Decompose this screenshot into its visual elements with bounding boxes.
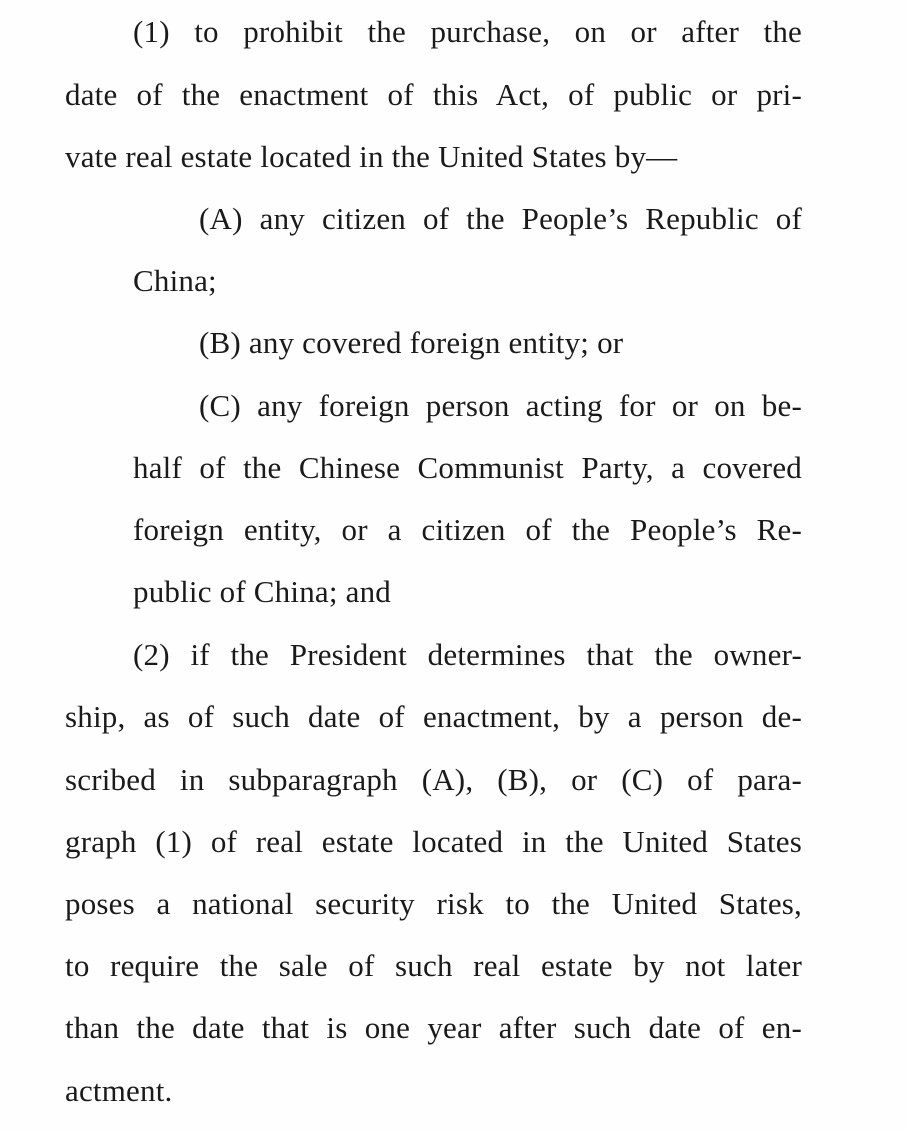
paragraph-1-line-2: date of the enactment of this Act, of public or pri- bbox=[65, 77, 802, 112]
paragraph-2-line-3: scribed in subparagraph (A), (B), or (C) of para- bbox=[65, 762, 802, 797]
subparagraph-c-line-2: half of the Chinese Communist Party, a covered bbox=[133, 450, 802, 485]
subparagraph-c-line-4: public of China; and bbox=[133, 574, 391, 609]
subparagraph-c-line-3: foreign entity, or a citizen of the People’s Re- bbox=[133, 512, 802, 547]
subparagraph-a-line-1: (A) any citizen of the People’s Republic of bbox=[199, 201, 802, 236]
subparagraph-b-line-1: (B) any covered foreign entity; or bbox=[199, 325, 624, 360]
paragraph-2-line-8: actment. bbox=[65, 1073, 173, 1108]
paragraph-2-line-2: ship, as of such date of enactment, by a person de- bbox=[65, 699, 802, 734]
paragraph-1-line-1: (1) to prohibit the purchase, on or after the bbox=[133, 14, 802, 49]
paragraph-2-line-7: than the date that is one year after such date of en- bbox=[65, 1010, 802, 1045]
paragraph-2-line-4: graph (1) of real estate located in the United States bbox=[65, 824, 802, 859]
subparagraph-c-line-1: (C) any foreign person acting for or on be- bbox=[199, 388, 802, 423]
paragraph-2-line-5: poses a national security risk to the United States, bbox=[65, 886, 802, 921]
paragraph-1-line-3: vate real estate located in the United States by— bbox=[65, 139, 678, 174]
paragraph-2-line-6: to require the sale of such real estate by not later bbox=[65, 948, 802, 983]
paragraph-2-line-1: (2) if the President determines that the owner- bbox=[133, 637, 802, 672]
subparagraph-a-line-2: China; bbox=[133, 263, 217, 298]
